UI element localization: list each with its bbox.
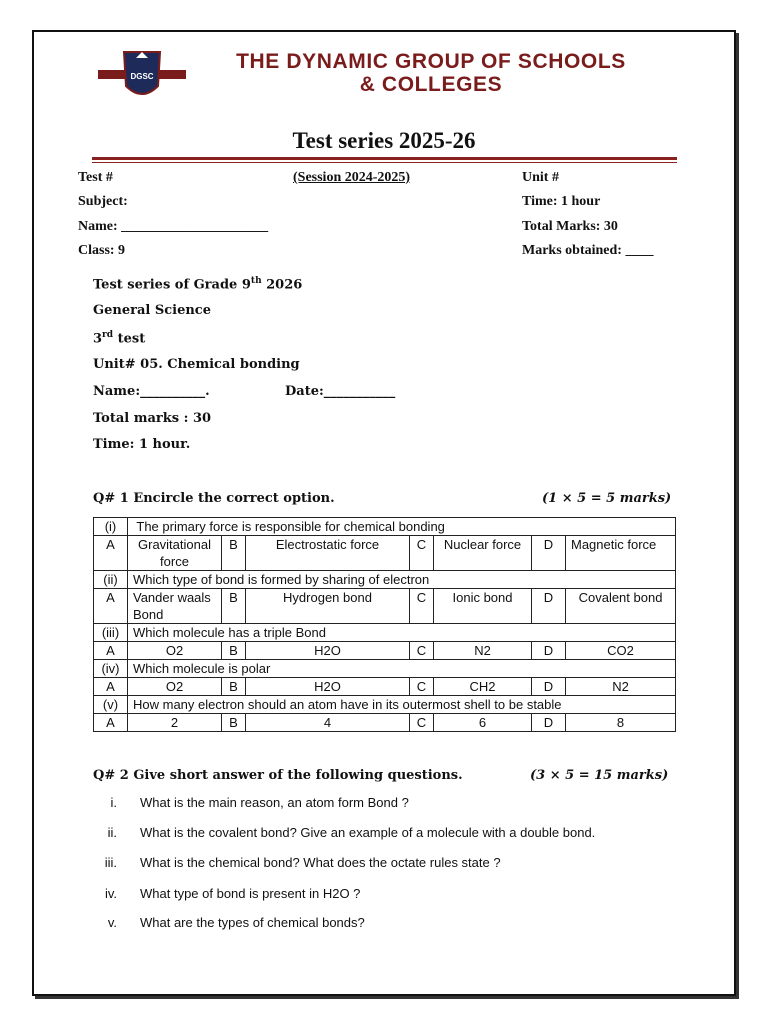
q1-marks: (1 × 5 = 5 marks) bbox=[542, 491, 672, 506]
option-letter: B bbox=[222, 536, 246, 571]
question-text: The primary force is responsible for chemical bonding bbox=[128, 518, 676, 536]
question-row bbox=[94, 624, 676, 642]
session: (Session 2024-2025) bbox=[293, 170, 411, 185]
option-text[interactable]: O2 bbox=[128, 678, 222, 696]
option-text[interactable]: CO2 bbox=[566, 642, 676, 660]
question-text: Which molecule is polar bbox=[128, 660, 676, 678]
option-letter: D bbox=[532, 536, 566, 571]
name-field: Name: _____________________ bbox=[78, 219, 269, 234]
option-text[interactable]: H2O bbox=[246, 678, 410, 696]
question-number: (i) bbox=[94, 518, 128, 536]
question-text: Which type of bond is formed by sharing of electron bbox=[128, 571, 676, 589]
time-field: Time: 1 hour bbox=[522, 194, 601, 209]
option-text[interactable]: 4 bbox=[246, 714, 410, 732]
short-question-text: What type of bond is present in H2O ? bbox=[140, 886, 361, 901]
option-text[interactable]: N2 bbox=[566, 678, 676, 696]
question-text: How many electron should an atom have in its outermost shell to be stable bbox=[128, 696, 676, 714]
total-marks-field: Total Marks: 30 bbox=[522, 219, 618, 234]
unit-number: Unit # bbox=[522, 170, 559, 185]
option-letter: D bbox=[532, 678, 566, 696]
option-text[interactable]: Vander waals Bond bbox=[128, 589, 222, 624]
short-question-number: iii. bbox=[104, 855, 117, 870]
short-question-text: What are the types of chemical bonds? bbox=[140, 915, 365, 930]
option-text[interactable]: Gravitational force bbox=[128, 536, 222, 571]
option-letter: B bbox=[222, 678, 246, 696]
option-text[interactable]: 6 bbox=[434, 714, 532, 732]
school-name: THE DYNAMIC GROUP OF SCHOOLS & COLLEGES bbox=[236, 50, 626, 96]
option-letter: B bbox=[222, 589, 246, 624]
q1-heading: Q# 1 Encircle the correct option. bbox=[93, 491, 335, 506]
options-row bbox=[94, 678, 676, 696]
intro-total-marks: Total marks : 30 bbox=[93, 411, 212, 426]
q2-marks: (3 × 5 = 15 marks) bbox=[530, 768, 669, 783]
option-letter: D bbox=[532, 714, 566, 732]
option-letter: B bbox=[222, 714, 246, 732]
school-logo bbox=[96, 46, 188, 104]
option-letter: C bbox=[410, 714, 434, 732]
question-row bbox=[94, 571, 676, 589]
options-row bbox=[94, 642, 676, 660]
question-number: (iv) bbox=[94, 660, 128, 678]
option-letter: C bbox=[410, 536, 434, 571]
option-text[interactable]: Magnetic force bbox=[566, 536, 676, 571]
question-row bbox=[94, 660, 676, 678]
intro-unit: Unit# 05. Chemical bonding bbox=[93, 357, 300, 372]
option-letter: D bbox=[532, 642, 566, 660]
title-rule-thin bbox=[92, 162, 677, 163]
option-text[interactable]: Hydrogen bond bbox=[246, 589, 410, 624]
intro-time: Time: 1 hour. bbox=[93, 437, 191, 452]
class-field: Class: 9 bbox=[78, 243, 126, 258]
test-number: Test # bbox=[78, 170, 113, 185]
option-text[interactable]: O2 bbox=[128, 642, 222, 660]
subject-field: Subject: bbox=[78, 194, 128, 209]
short-question-number: v. bbox=[107, 915, 117, 930]
intro-grade-line: Test series of Grade 9th 2026 bbox=[93, 276, 303, 293]
short-question-text: What is the chemical bond? What does the octate rules state ? bbox=[140, 855, 501, 870]
question-row bbox=[94, 696, 676, 714]
option-text[interactable]: Covalent bond bbox=[566, 589, 676, 624]
intro-subject: General Science bbox=[93, 303, 211, 318]
logo-text: DGSC bbox=[130, 72, 154, 81]
option-text[interactable]: Electrostatic force bbox=[246, 536, 410, 571]
question-number: (v) bbox=[94, 696, 128, 714]
short-question-text: What is the main reason, an atom form Bond ? bbox=[140, 795, 409, 810]
options-row bbox=[94, 714, 676, 732]
option-letter: B bbox=[222, 642, 246, 660]
short-question-number: i. bbox=[110, 795, 117, 810]
option-letter: A bbox=[94, 589, 128, 624]
option-letter: C bbox=[410, 678, 434, 696]
question-number: (ii) bbox=[94, 571, 128, 589]
question-text: Which molecule has a triple Bond bbox=[128, 624, 676, 642]
intro-date: Date:___________ bbox=[285, 384, 396, 399]
short-question-number: iv. bbox=[104, 886, 117, 901]
option-letter: C bbox=[410, 642, 434, 660]
option-text[interactable]: 2 bbox=[128, 714, 222, 732]
title-rule bbox=[92, 157, 677, 160]
options-row bbox=[94, 536, 676, 571]
option-letter: A bbox=[94, 642, 128, 660]
short-question-text: What is the covalent bond? Give an example of a molecule with a double bond. bbox=[140, 825, 596, 840]
option-letter: D bbox=[532, 589, 566, 624]
question-row bbox=[94, 518, 676, 536]
option-letter: A bbox=[94, 714, 128, 732]
option-text[interactable]: Nuclear force bbox=[434, 536, 532, 571]
option-text[interactable]: N2 bbox=[434, 642, 532, 660]
option-text[interactable]: Ionic bond bbox=[434, 589, 532, 624]
page-title: Test series 2025-26 bbox=[292, 128, 476, 153]
mcq-table bbox=[93, 517, 676, 732]
intro-name: Name:__________. bbox=[93, 384, 210, 399]
option-text[interactable]: CH2 bbox=[434, 678, 532, 696]
option-letter: C bbox=[410, 589, 434, 624]
option-text[interactable]: H2O bbox=[246, 642, 410, 660]
intro-test: 3rd test bbox=[93, 330, 146, 347]
option-letter: A bbox=[94, 536, 128, 571]
marks-obtained-field: Marks obtained: ____ bbox=[522, 243, 654, 258]
short-question-number: ii. bbox=[107, 825, 117, 840]
question-number: (iii) bbox=[94, 624, 128, 642]
option-letter: A bbox=[94, 678, 128, 696]
option-text[interactable]: 8 bbox=[566, 714, 676, 732]
options-row bbox=[94, 589, 676, 624]
q2-heading: Q# 2 Give short answer of the following questions. bbox=[93, 768, 463, 783]
